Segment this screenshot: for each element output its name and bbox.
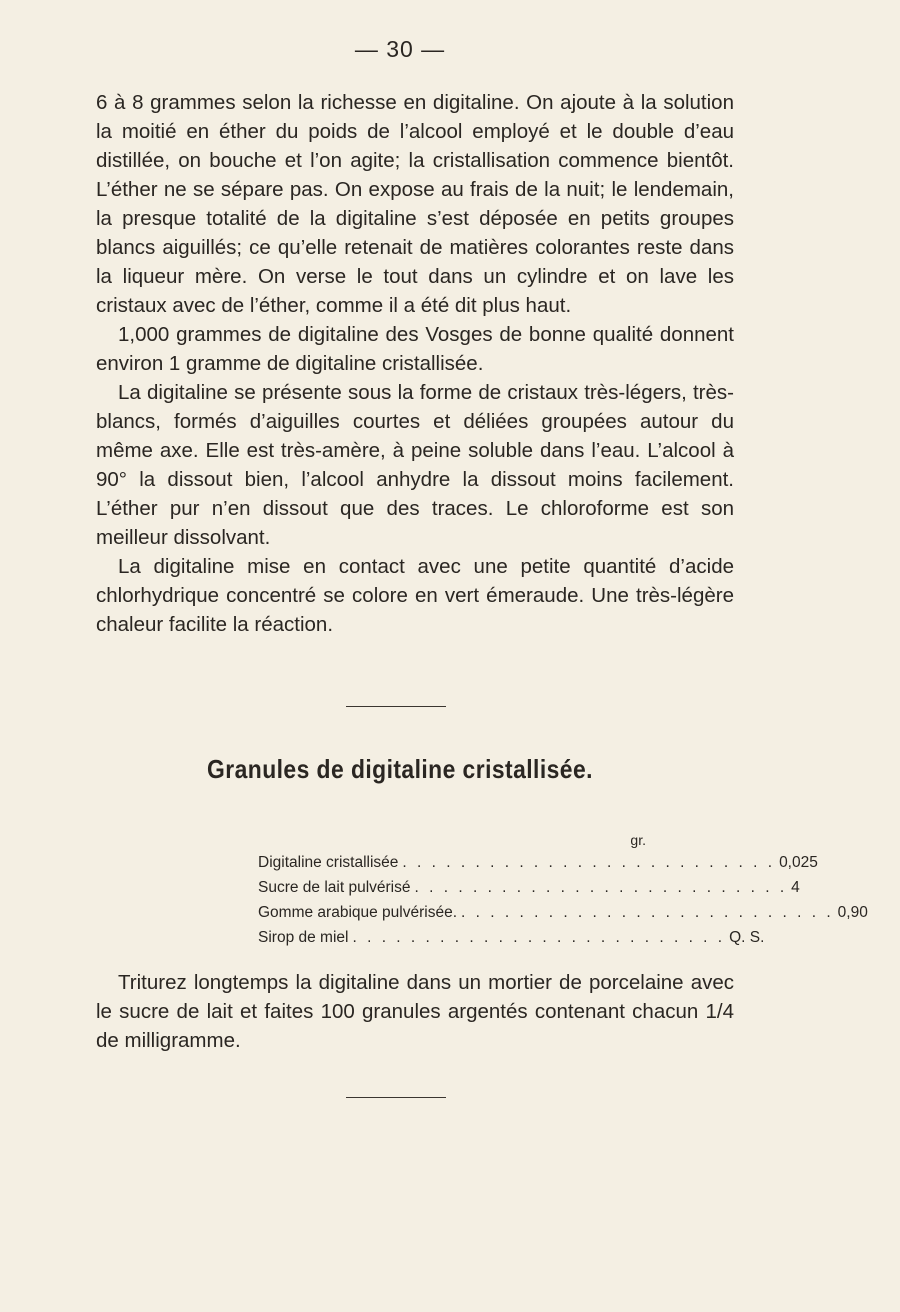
section-divider [346, 1097, 446, 1098]
ingredient-qty: 0,90 [837, 904, 868, 921]
recipe-row [258, 925, 765, 950]
paragraph: La digitaline se présente sous la forme de cristaux très-légers, très-blancs, formés d’aiguilles courtes et déliées groupées autour du même axe. Elle est très-amère, à peine soluble dans l’eau. L’alcool à 90° la dissout bien, l’alcool anhydre la dissout moins facilement. L’éther pur n’en dissout que des traces. Le chloroforme est son meilleur dissolvant. [96, 381, 734, 549]
dot-leader: . . . . . . . . . . . . . . . . . . . . . . . . . . [352, 929, 726, 946]
ingredient-qty: 4 [791, 879, 800, 896]
paragraph: La digitaline mise en contact avec une petite quantité d’acide chlorhydrique concentré se colore en vert émeraude. Une très-légère chaleur facilite la réaction. [96, 555, 734, 636]
section-title: Granules de digitaline cristallisée. [207, 754, 593, 784]
dot-leader: . . . . . . . . . . . . . . . . . . . . . . . . . . [402, 854, 776, 871]
ingredient-qty: 0,025 [779, 854, 818, 871]
unit-label: gr. [630, 832, 646, 848]
section-divider [346, 706, 446, 707]
closing-text [96, 968, 734, 1055]
paragraph: Triturez longtemps la digitaline dans un mortier de porcelaine avec le sucre de lait et faites 100 granules argentés contenant chacun 1/4 de milligramme. [96, 971, 734, 1052]
page-number: — 30 — [354, 36, 446, 62]
ingredient-name: Digitaline cristallisée [258, 854, 399, 871]
recipe-row [258, 875, 800, 900]
body-text [96, 88, 734, 639]
recipe-table [258, 832, 868, 950]
paragraph: 6 à 8 grammes selon la richesse en digitaline. On ajoute à la solution la moitié en éther du poids de l’alcool employé et le double d’eau distillée, on bouche et l’on agite; la cristallisation commence bientôt. L’éther ne se sépare pas. On expose au frais de la nuit; le lendemain, la presque totalité de la digitaline s’est déposée en petits groupes blancs aiguillés; ce qu’elle retenait de matières colorantes reste dans la liqueur mère. On verse le tout dans un cylindre et on lave les cristaux avec de l’éther, comme il a été dit plus haut. [96, 91, 734, 317]
dot-leader: . . . . . . . . . . . . . . . . . . . . . . . . . . [461, 904, 834, 921]
ingredient-name: Sirop de miel [258, 929, 349, 946]
ingredient-name: Sucre de lait pulvérisé [258, 879, 411, 896]
dot-leader: . . . . . . . . . . . . . . . . . . . . . . . . . . [414, 879, 788, 896]
paragraph: 1,000 grammes de digitaline des Vosges de bonne qualité donnent environ 1 gramme de digitaline cristallisée. [96, 323, 734, 375]
recipe-row [258, 900, 868, 925]
ingredient-name: Gomme arabique pulvérisée. [258, 904, 458, 921]
ingredient-qty: Q. S. [729, 929, 765, 946]
recipe-row [258, 850, 818, 875]
